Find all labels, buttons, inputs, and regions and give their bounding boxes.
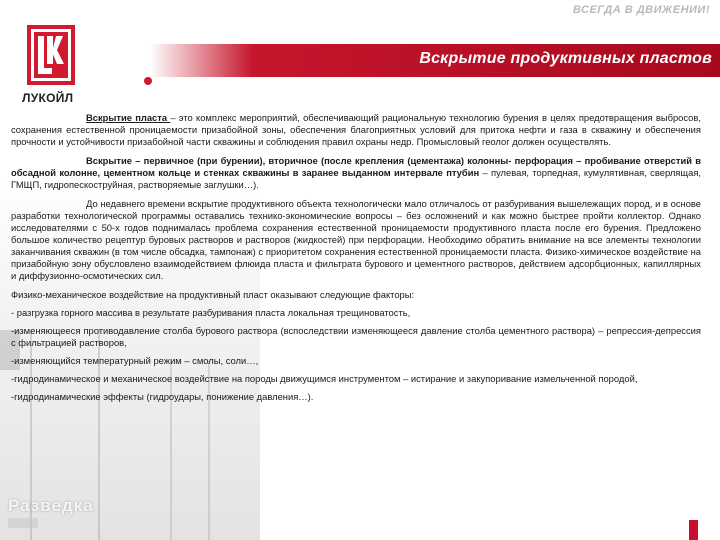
background-watermark: Разведка: [8, 496, 94, 515]
accent-dot: [144, 77, 152, 85]
slide-content: [11, 112, 701, 409]
list-item: -изменяющийся температурный режим – смолы, соли…,: [11, 355, 259, 366]
logo-label: ЛУКОЙЛ: [22, 91, 74, 105]
list-item: -гидродинамическое и механическое воздействие на породы движущимся инструментом – истирание и закупоривание измельченной породой,: [11, 373, 638, 384]
footer-accent: [689, 520, 698, 540]
background-watermark-underline: [8, 518, 38, 528]
types-text: – пулевая, торпедная, кумулятивная, сверлящая, ГМЩП, гидропескоструйная, растворяемые заглушки…).: [11, 167, 701, 190]
slogan: ВСЕГДА В ДВИЖЕНИИ!: [572, 4, 710, 16]
paragraph-history: До недавнего времени вскрытие продуктивного объекта технологически мало отличалось от разбуривания вышележащих пород, и в основе разработки технологической программы оставались технико-экономические вопросы – без осложнений и как можно быстрее пройти коллектор. Однако исследователями с 50-х годов поднималась проблема сохранения естественной проницаемости продуктивного пласта после его бурения. Предложено большое количество рецептур буровых растворов и растворов (жидкостей) при перфорации. Необходимо обратить внимание на все элементы технологии заканчивания скважин (в том числе обсадка, тампонаж) с приоритетом сохранения естественной проницаемости пласта. Физико-химическое воздействие на призабойную зону обусловлено взаимодействием флюида пласта и фильтрата бурового и цементного растворов, действием адсорбционных, капиллярных и диффузионно-осмотических сил.: [11, 198, 701, 281]
lukoil-logo-icon: [27, 25, 75, 85]
types-bold-text: Вскрытие – первичное (при бурении), вторичное (после крепления (цементажа) колонны- перфорация – пробивание отверстий в обсадной колонне, цементном кольце и стенках скважины в заранее выданном интервале птубин: [11, 155, 701, 178]
paragraph-factors-intro: Физико-механическое воздействие на продуктивный пласт оказывают следующие факторы:: [11, 289, 415, 300]
list-item: - разгрузка горного массива в результате разбуривания пласта локальная трещиноватость,: [11, 307, 411, 318]
term-vskrytie-plasta: Вскрытие пласта: [86, 112, 171, 123]
paragraph-types: [11, 155, 701, 191]
title-banner: [150, 44, 720, 77]
list-item: -гидродинамические эффекты (гидроудары, понижение давления…).: [11, 391, 314, 402]
slide-title: Вскрытие продуктивных пластов: [419, 50, 712, 67]
list-item: -изменяющееся противодавление столба бурового раствора (вспоследствии изменяющееся давление столба цементного раствора) – репрессия-депрессия с фильтрацией растворов,: [11, 325, 701, 348]
paragraph-definition: [11, 112, 701, 148]
definition-text: – это комплекс мероприятий, обеспечивающий рациональную технологию бурения в целях предотвращения выбросов, сохранения естественной проницаемости призабойной зоны, обеспечения благоприятных условий для притока нефти и газа в скважину и обеспечения прочности и устойчивости призабойной части скважины и соблюдения правил охраны недр. Промысловый геолог должен осуществлять.: [11, 112, 701, 147]
